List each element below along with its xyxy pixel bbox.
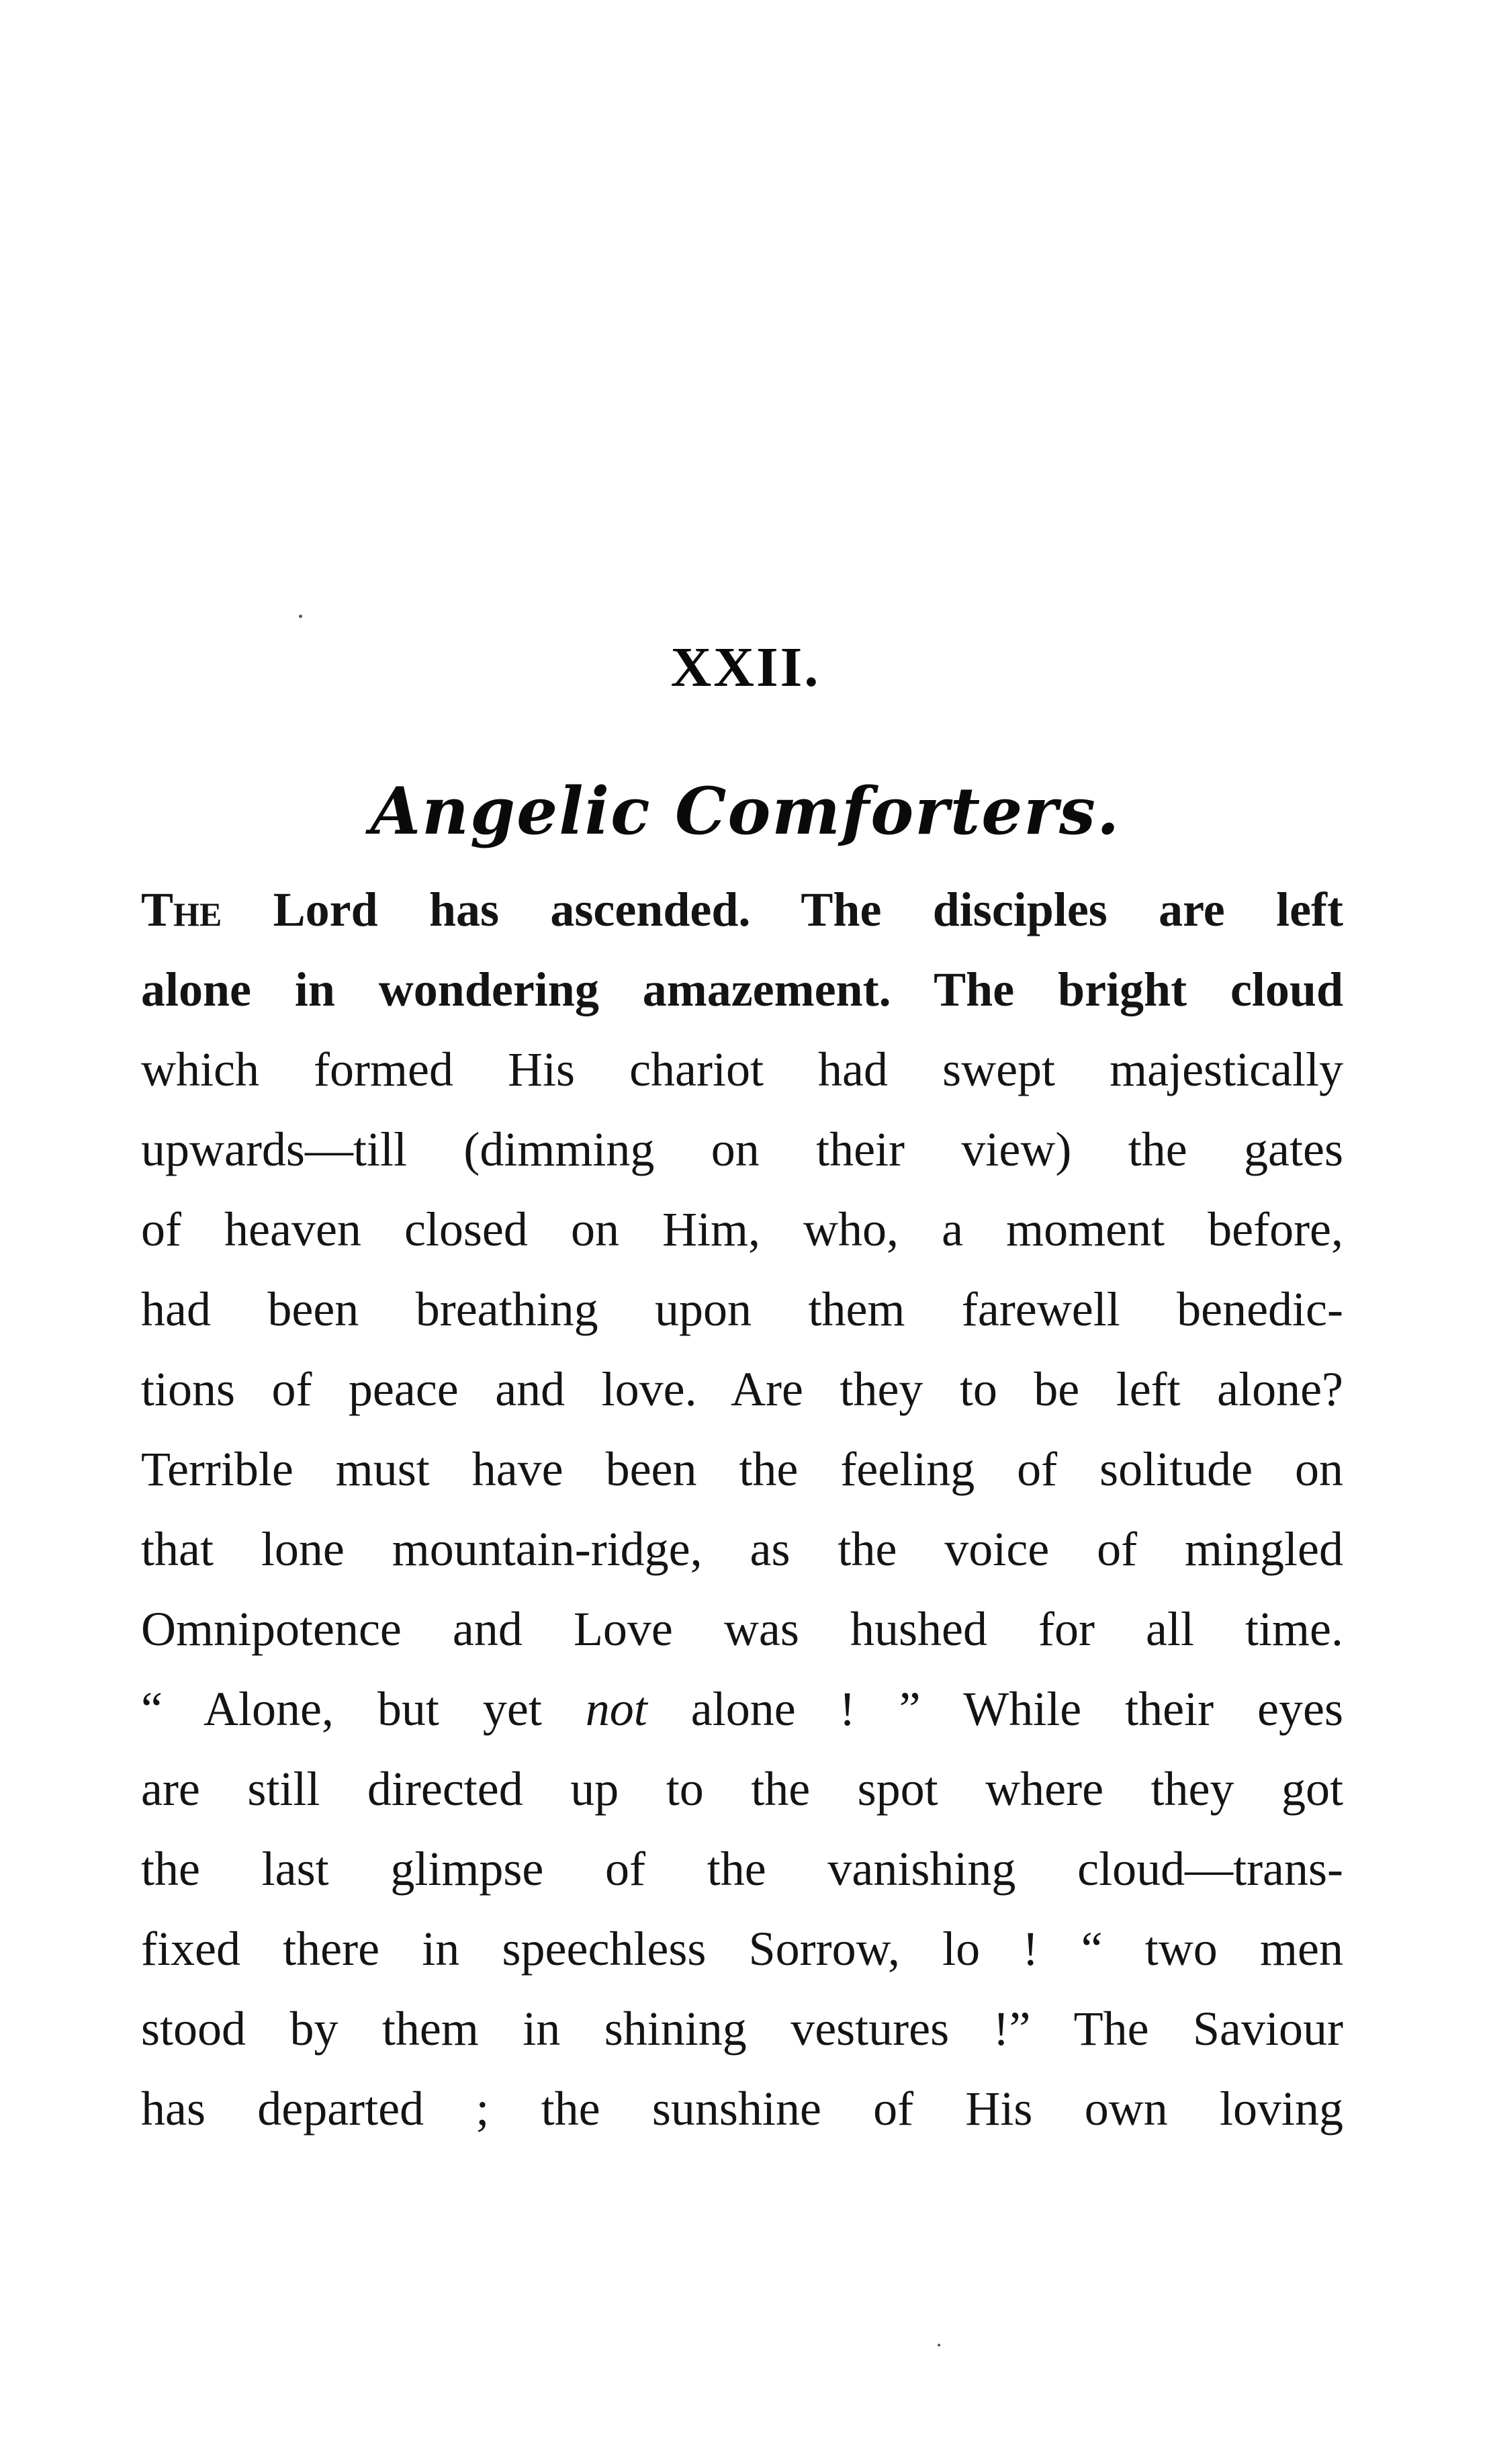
body-paragraph [141, 870, 1343, 2149]
text-segment: “ Alone, but yet [141, 1682, 586, 1736]
text-line [141, 1669, 1343, 1749]
emphasis: not [585, 1682, 647, 1736]
text-segment: Lord has ascended. The disciples are left [222, 883, 1343, 936]
text-line: alone in wondering amazement. The bright cloud [141, 963, 1343, 1016]
text-segment: alone ! ” While their eyes [647, 1682, 1343, 1736]
text-line: has departed ; the sunshine of His own loving [141, 2082, 1343, 2136]
text-line: upwards—till (dimming on their view) the gates [141, 1123, 1343, 1176]
text-line: of heaven closed on Him, who, a moment before, [141, 1202, 1343, 1256]
text-line: had been breathing upon them farewell benedic- [141, 1282, 1343, 1336]
chapter-number: XXII. [670, 636, 821, 699]
text-line [141, 870, 1343, 950]
text-line: Omnipotence and Love was hushed for all time. [141, 1602, 1343, 1656]
print-speck [938, 2344, 940, 2346]
text-line: tions of peace and love. Are they to be left alone? [141, 1362, 1343, 1416]
text-line: fixed there in speechless Sorrow, lo ! “ two men [141, 1922, 1343, 1976]
text-line: the last glimpse of the vanishing cloud—trans- [141, 1842, 1343, 1896]
text-line: that lone mountain-ridge, as the voice of mingled [141, 1522, 1343, 1576]
text-line: which formed His chariot had swept majestically [141, 1043, 1343, 1096]
text-line: are still directed up to the spot where they got [141, 1762, 1343, 1816]
lead-in-word: The [141, 883, 222, 936]
chapter-title: Angelic Comforters. [370, 773, 1121, 849]
print-speck [299, 615, 302, 618]
text-line: stood by them in shining vestures !” The Saviour [141, 2002, 1343, 2056]
text-line: Terrible must have been the feeling of solitude on [141, 1442, 1343, 1496]
